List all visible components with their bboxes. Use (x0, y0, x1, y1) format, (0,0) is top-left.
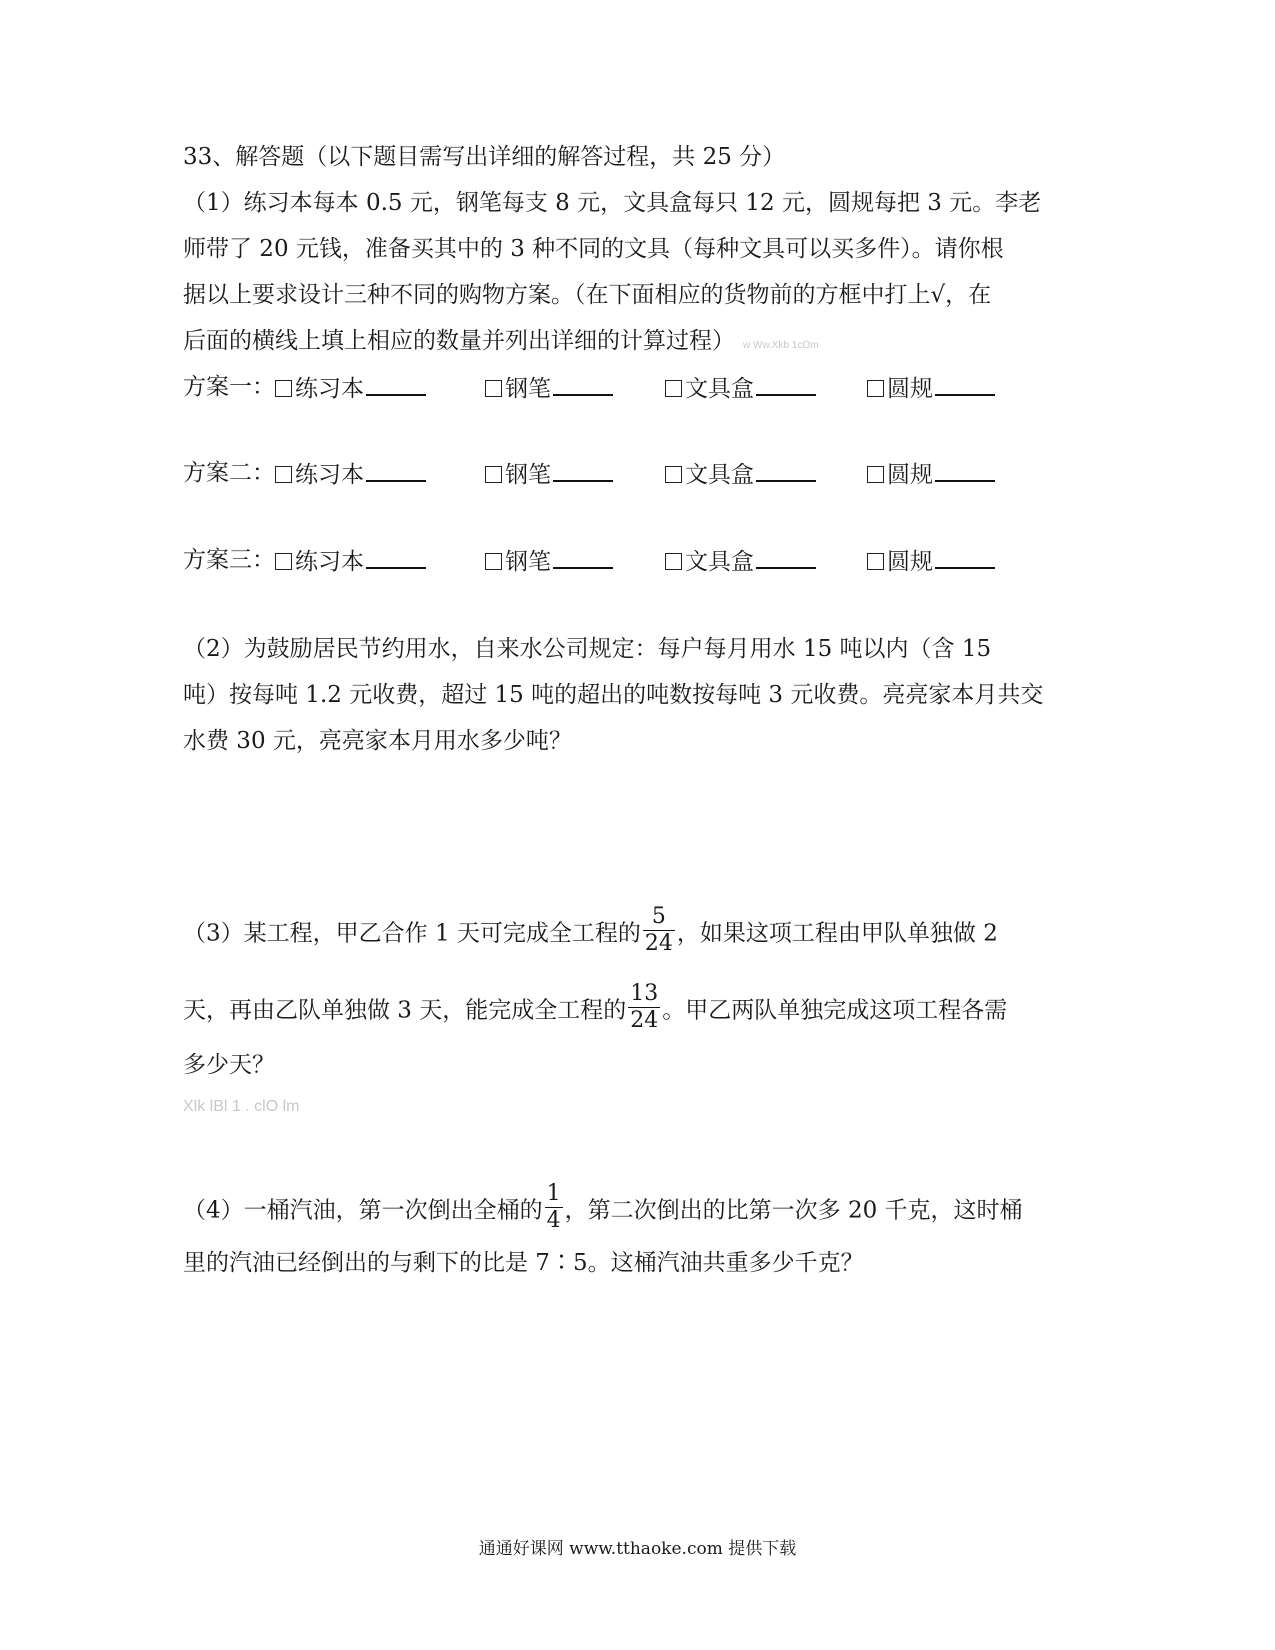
fraction-numerator: 1 (546, 1181, 561, 1206)
plan-row-2 (183, 458, 1063, 488)
item-label: 圆规 (887, 462, 933, 488)
answer-blank[interactable] (935, 372, 995, 396)
q1-line-4-text: 后面的横线上填上相应的数量并列出详细的计算过程） (183, 328, 735, 354)
q1-line-3: 据以上要求设计三种不同的购物方案。（在下面相应的货物前的方框中打上√，在 (183, 282, 992, 308)
q1-line-4 (183, 326, 819, 361)
checkbox[interactable] (485, 553, 502, 570)
answer-blank[interactable] (935, 458, 995, 482)
item-label: 圆规 (887, 376, 933, 402)
item-label: 文具盒 (685, 376, 754, 402)
item-label: 文具盒 (685, 549, 754, 575)
q3-line-1 (183, 904, 998, 961)
answer-blank[interactable] (935, 545, 995, 569)
item-label: 钢笔 (505, 376, 551, 402)
checkbox[interactable] (867, 553, 884, 570)
q4-line-2: 里的汽油已经倒出的与剩下的比是 7∶5。这桶汽油共重多少千克？ (183, 1250, 864, 1276)
fraction-denominator: 24 (644, 931, 673, 956)
item-label: 钢笔 (505, 549, 551, 575)
plan-label-2: 方案二： (183, 460, 275, 486)
checkbox[interactable] (275, 380, 292, 397)
item-label: 文具盒 (685, 462, 754, 488)
answer-blank[interactable] (366, 545, 426, 569)
plan-1-item-pencil-box (665, 372, 816, 404)
q1-line-2: 师带了 20 元钱，准备买其中的 3 种不同的文具（每种文具可以买多件）。请你根 (183, 236, 1004, 262)
watermark-1: w Ww.Xkb 1cOm (743, 340, 819, 351)
fraction-1-4 (545, 1181, 563, 1234)
plan-3-item-compass (867, 545, 995, 577)
answer-blank[interactable] (756, 545, 816, 569)
item-label: 钢笔 (505, 462, 551, 488)
q1-line-1: （1）练习本每本 0.5 元，钢笔每支 8 元，文具盒每只 12 元，圆规每把 3 元。李老 (183, 190, 1042, 216)
q4-line-1 (183, 1181, 1023, 1238)
plan-3-item-pen (485, 545, 613, 577)
checkbox[interactable] (867, 380, 884, 397)
q2-line-3: 水费 30 元，亮亮家本月用水多少吨？ (183, 728, 572, 754)
fraction-numerator: 5 (651, 904, 666, 929)
q3-line-3: 多少天？ (183, 1052, 275, 1078)
q3-line-1-text-end: ，如果这项工程由甲队单独做 2 (676, 920, 998, 947)
plan-2-item-compass (867, 458, 995, 490)
plan-row-3 (183, 545, 1063, 575)
answer-blank[interactable] (553, 372, 613, 396)
fraction-13-24 (628, 981, 660, 1034)
plan-3-item-pencil-box (665, 545, 816, 577)
checkbox[interactable] (867, 466, 884, 483)
answer-blank[interactable] (553, 458, 613, 482)
checkbox[interactable] (275, 553, 292, 570)
plan-2-item-notebook (275, 458, 426, 490)
q2-line-2: 吨）按每吨 1.2 元收费，超过 15 吨的超出的吨数按每吨 3 元收费。亮亮家本月共交 (183, 682, 1044, 708)
plan-1-item-pen (485, 372, 613, 404)
plan-1-item-notebook (275, 372, 426, 404)
plan-row-1 (183, 372, 1063, 402)
checkbox[interactable] (485, 380, 502, 397)
q3-line-2-text-end: 。甲乙两队单独完成这项工程各需 (662, 997, 1008, 1024)
answer-blank[interactable] (366, 372, 426, 396)
plan-2-item-pen (485, 458, 613, 490)
fraction-5-24 (643, 904, 675, 957)
fraction-numerator: 13 (630, 981, 659, 1006)
plan-label-1: 方案一： (183, 374, 275, 400)
plan-label-3: 方案三： (183, 547, 275, 573)
fraction-denominator: 4 (546, 1208, 561, 1233)
item-label: 圆规 (887, 549, 933, 575)
item-label: 练习本 (295, 376, 364, 402)
answer-blank[interactable] (366, 458, 426, 482)
q2-line-1: （2）为鼓励居民节约用水，自来水公司规定：每户每月用水 15 吨以内（含 15 (183, 636, 992, 662)
item-label: 练习本 (295, 549, 364, 575)
answer-blank[interactable] (553, 545, 613, 569)
checkbox[interactable] (665, 466, 682, 483)
section-heading: 33、解答题（以下题目需写出详细的解答过程，共 25 分） (183, 144, 786, 170)
q3-line-2 (183, 981, 1008, 1038)
q4-line-1-text-end: ，第二次倒出的比第一次多 20 千克，这时桶 (564, 1197, 1023, 1224)
q3-line-2-text: 天，再由乙队单独做 3 天，能完成全工程的 (183, 997, 627, 1024)
q3-line-1-text: （3）某工程，甲乙合作 1 天可完成全工程的 (183, 920, 641, 947)
item-label: 练习本 (295, 462, 364, 488)
fraction-denominator: 24 (630, 1008, 659, 1033)
answer-blank[interactable] (756, 372, 816, 396)
plan-3-item-notebook (275, 545, 426, 577)
watermark-2: Xlk lBl 1 . clO lm (183, 1098, 300, 1115)
q4-line-1-text: （4）一桶汽油，第一次倒出全桶的 (183, 1197, 543, 1224)
plan-1-item-compass (867, 372, 995, 404)
answer-blank[interactable] (756, 458, 816, 482)
checkbox[interactable] (275, 466, 292, 483)
footer-credit: 通通好课网 www.tthaoke.com 提供下载 (478, 1539, 797, 1559)
plan-2-item-pencil-box (665, 458, 816, 490)
checkbox[interactable] (485, 466, 502, 483)
checkbox[interactable] (665, 553, 682, 570)
checkbox[interactable] (665, 380, 682, 397)
